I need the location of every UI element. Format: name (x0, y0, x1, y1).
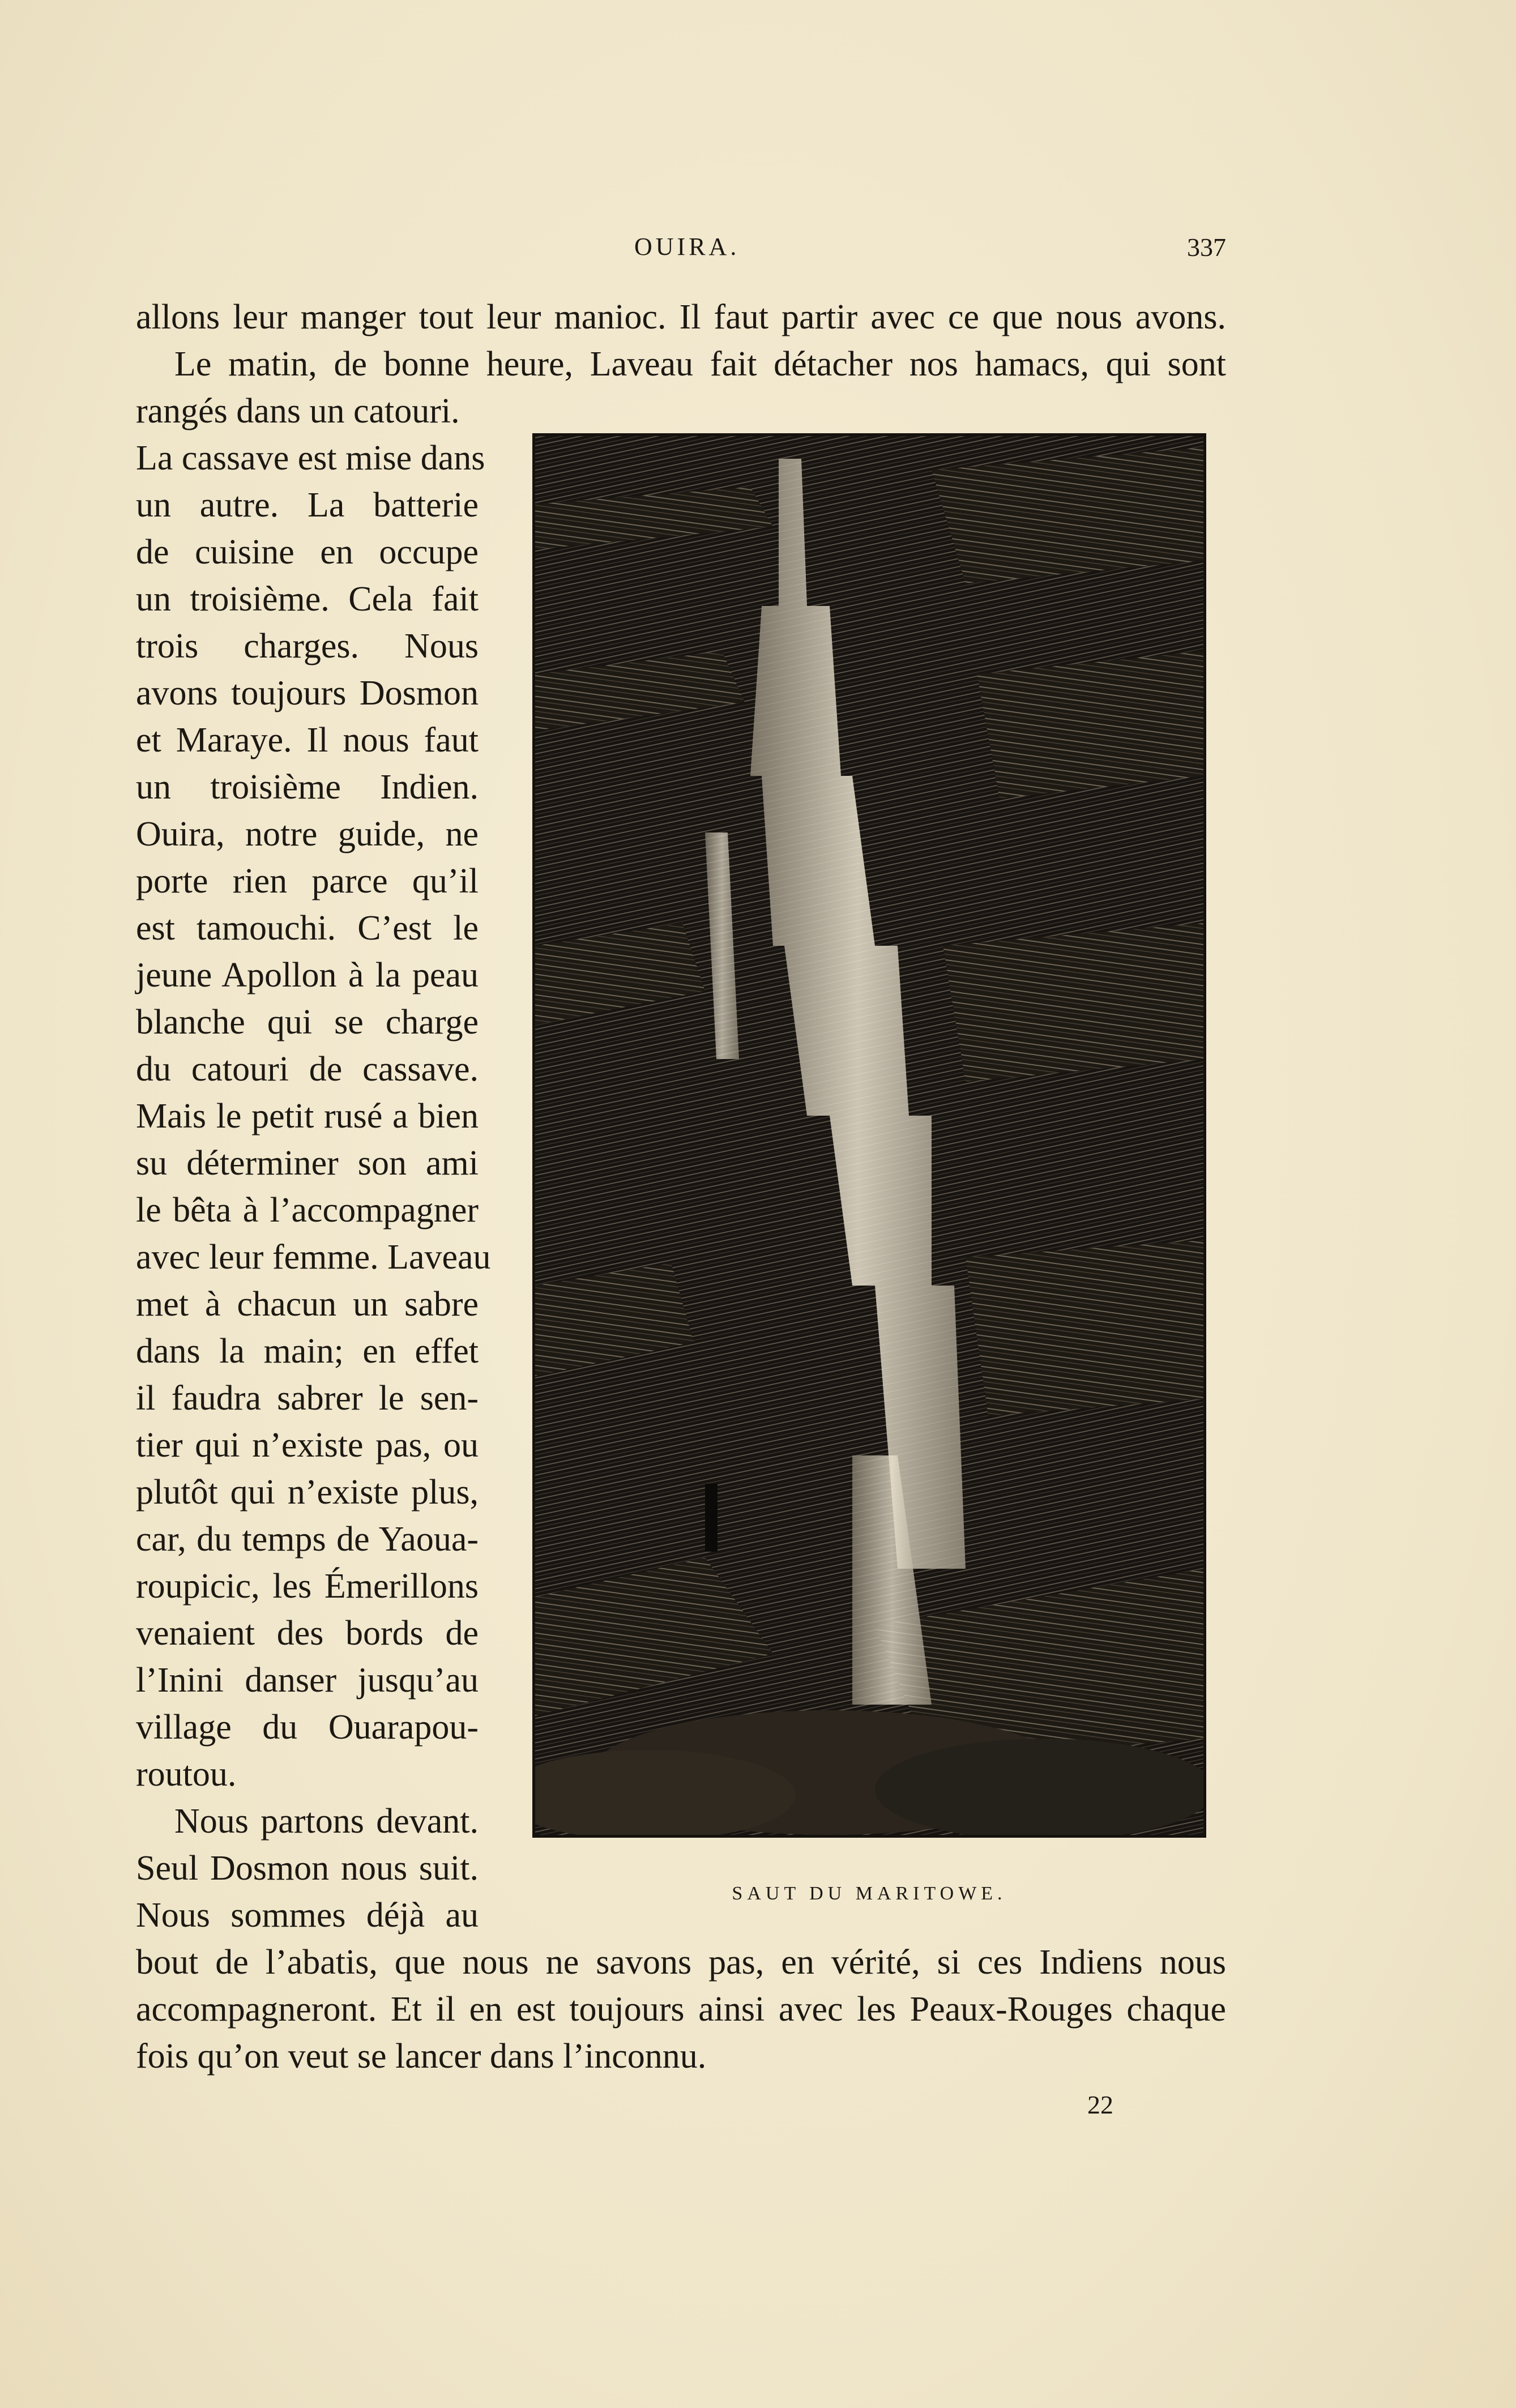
column-line: porte rien parce qu’il (136, 862, 479, 900)
waterfall-engraving (532, 433, 1206, 1838)
column-line: un troisième Indien. (136, 768, 479, 806)
signature-mark: 22 (1087, 2090, 1113, 2119)
column-line: et Maraye. Il nous faut (136, 721, 479, 759)
figure-caption: SAUT DU MARITOWE. (732, 1883, 1007, 1904)
column-line: venaient des bords de (136, 1614, 479, 1653)
column-line: jeune Apollon à la peau (136, 956, 479, 994)
column-line: un troisième. Cela fait (136, 580, 479, 618)
body-line: bout de l’abatis, que nous ne savons pas, en vérité, si ces Indiens nous (136, 1943, 1226, 1982)
column-line: La cassave est mise dans (136, 439, 485, 477)
column-line: blanche qui se charge (136, 1003, 479, 1041)
column-line: dans la main; en effet (136, 1332, 479, 1370)
column-line: il faudra sabrer le sen- (136, 1379, 479, 1418)
column-line: village du Ouarapou- (136, 1708, 479, 1747)
column-line: tier qui n’existe pas, ou (136, 1426, 479, 1465)
column-line: Seul Dosmon nous suit. (136, 1849, 479, 1888)
column-line: est tamouchi. C’est le (136, 909, 479, 947)
column-line: de cuisine en occupe (136, 533, 479, 571)
body-line: fois qu’on veut se lancer dans l’inconnu. (136, 2037, 707, 2076)
column-line: avons toujours Dosmon (136, 674, 479, 712)
column-line: trois charges. Nous (136, 627, 479, 665)
column-line: Ouira, notre guide, ne (136, 815, 479, 853)
column-line: le bêta à l’accompagner (136, 1191, 479, 1229)
body-line: Le matin, de bonne heure, Laveau fait détacher nos hamacs, qui sont (174, 345, 1226, 383)
body-line: allons leur manger tout leur manioc. Il faut partir avec ce que nous avons. (136, 298, 1226, 336)
column-line: plutôt qui n’existe plus, (136, 1473, 479, 1512)
column-line: routou. (136, 1755, 237, 1794)
running-title: OUIRA. (634, 233, 740, 261)
column-line: Nous sommes déjà au (136, 1896, 479, 1935)
column-line: su déterminer son ami (136, 1144, 479, 1182)
column-line: Nous partons devant. (174, 1802, 479, 1841)
column-line: car, du temps de Yaoua- (136, 1520, 479, 1559)
body-line: accompagneront. Et il en est toujours ainsi avec les Peaux-Rouges chaque (136, 1990, 1226, 2029)
column-line: Mais le petit rusé a bien (136, 1097, 479, 1135)
column-line: du catouri de cassave. (136, 1050, 479, 1088)
body-line: rangés dans un catouri. (136, 392, 460, 430)
column-line: avec leur femme. Laveau (136, 1238, 491, 1276)
column-line: met à chacun un sabre (136, 1285, 479, 1323)
column-line: l’Inini danser jusqu’au (136, 1661, 479, 1700)
page-header (136, 232, 1226, 272)
column-line: roupicic, les Émerillons (136, 1567, 479, 1606)
column-line: un autre. La batterie (136, 486, 479, 524)
page-number: 337 (1187, 233, 1226, 262)
